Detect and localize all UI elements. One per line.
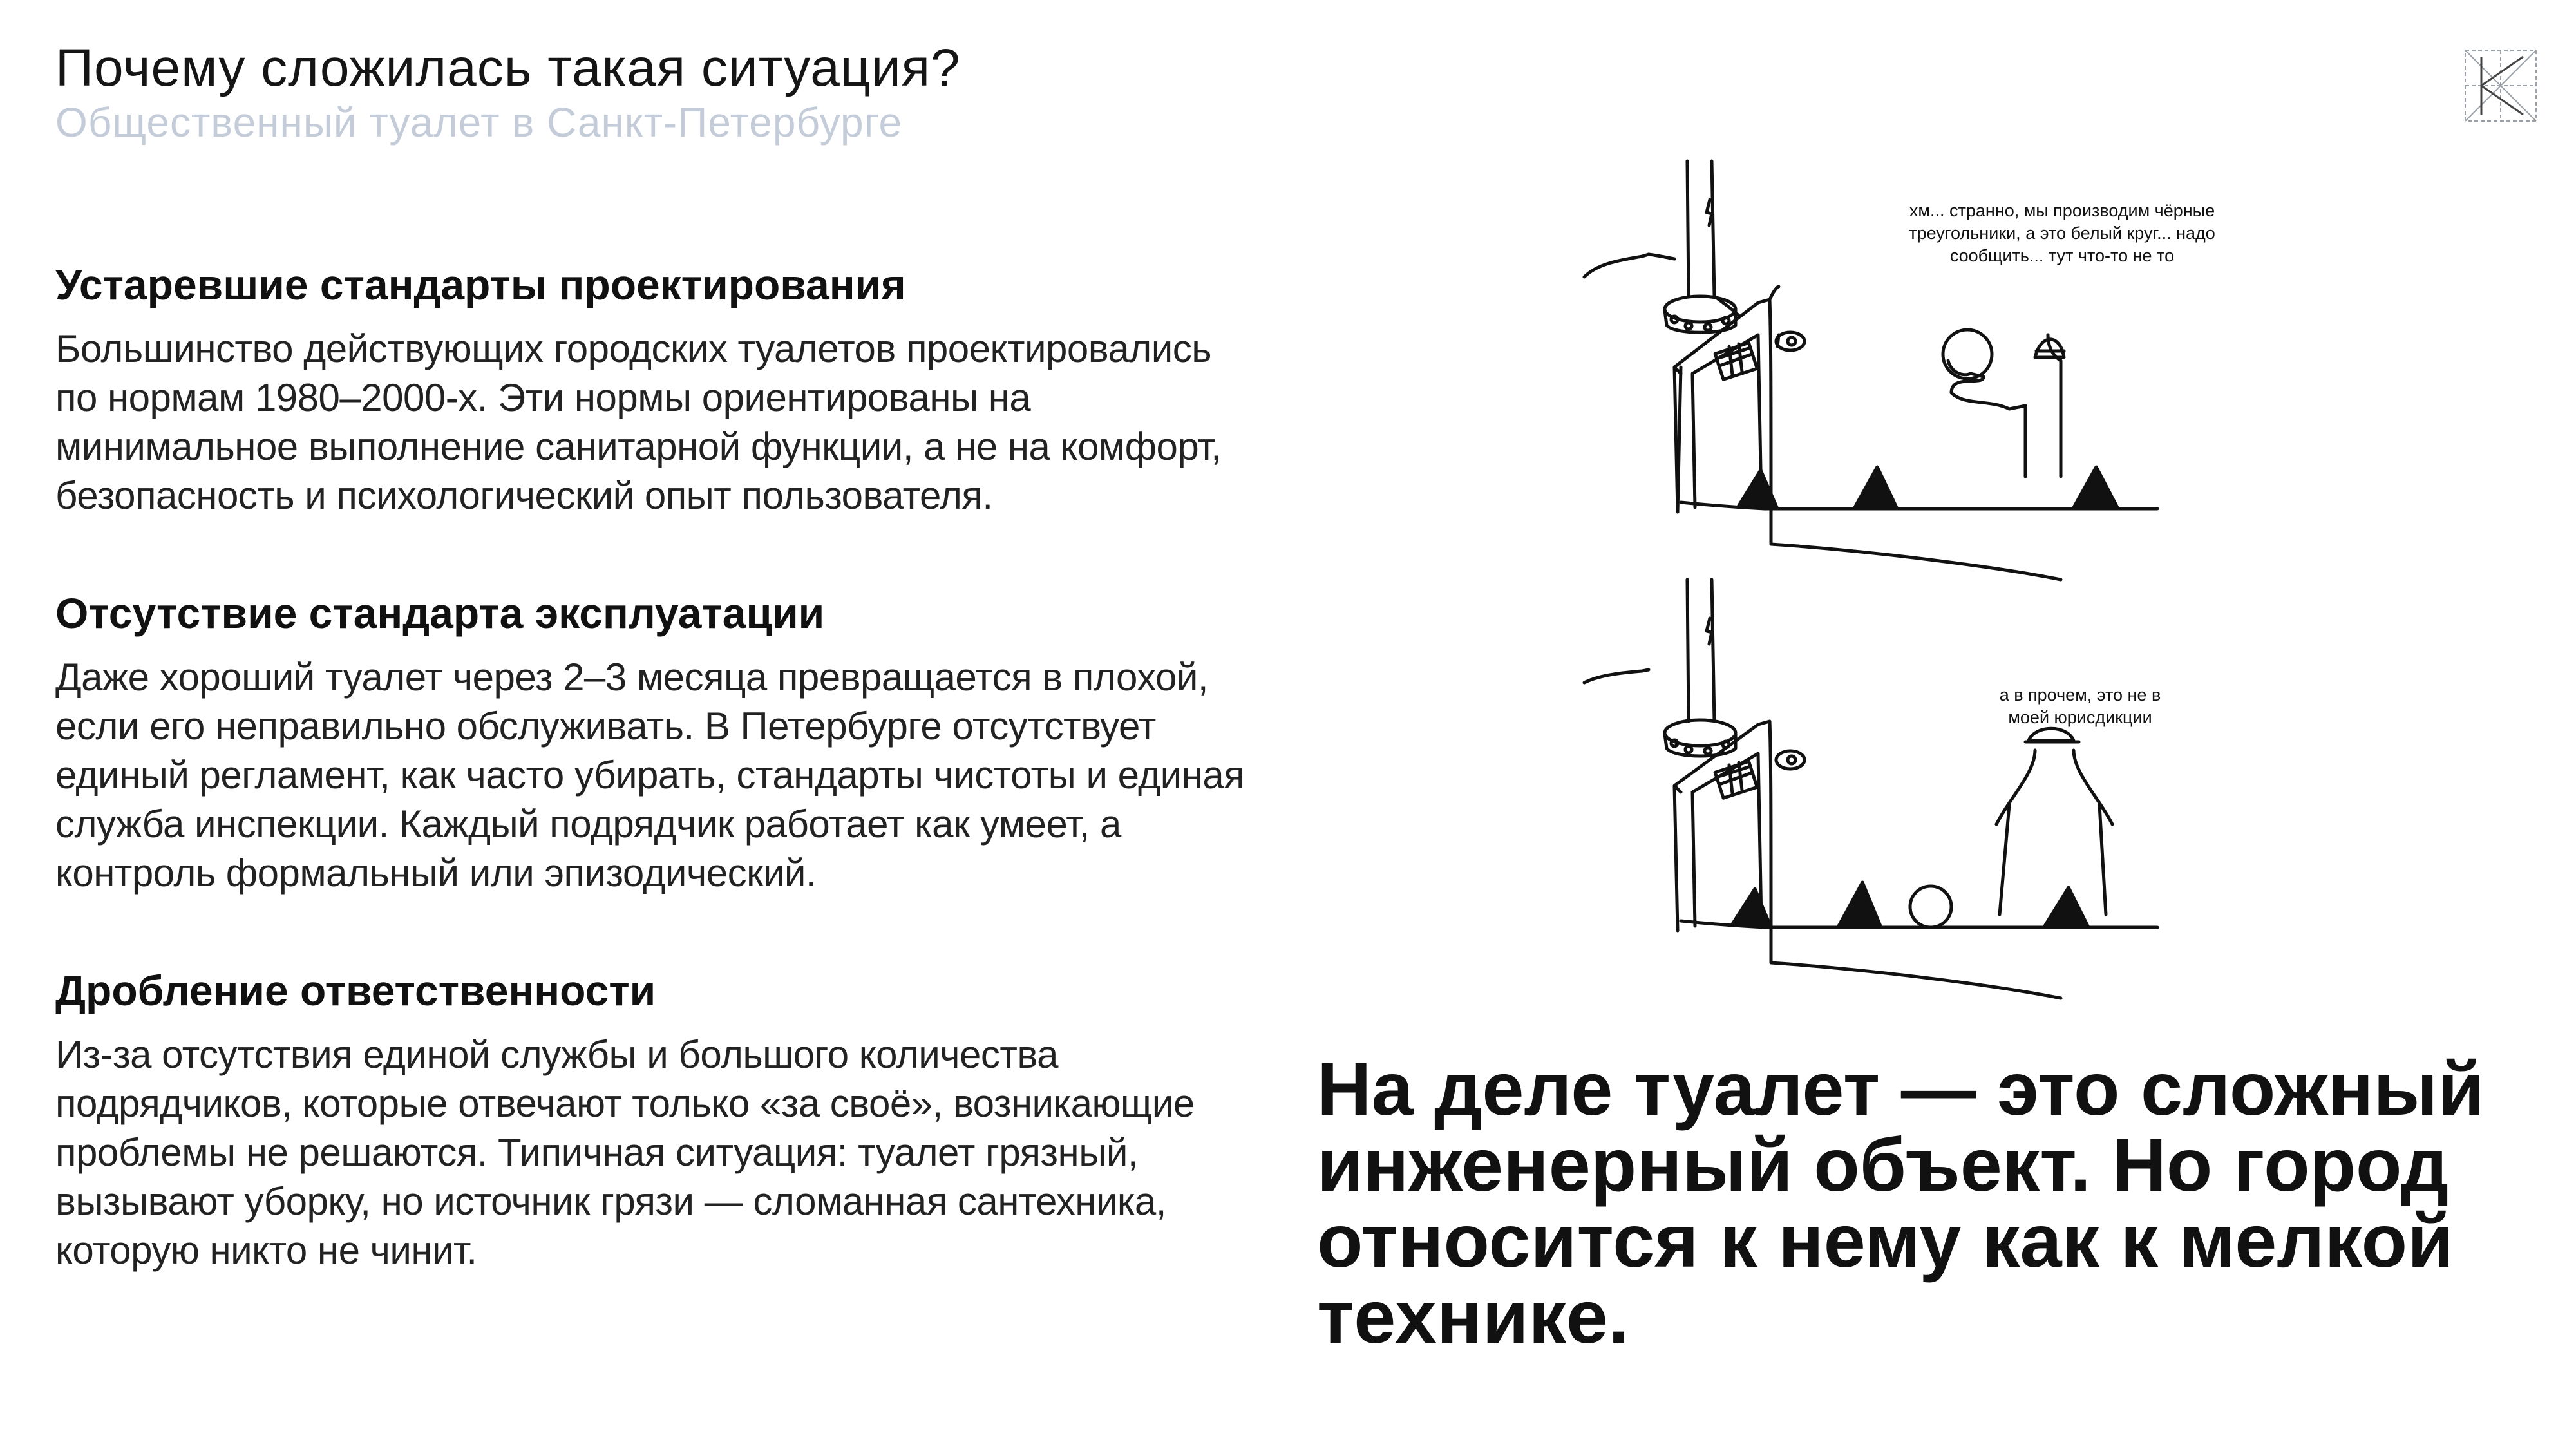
slide-subtitle: Общественный туалет в Санкт-Петербурге <box>55 99 903 146</box>
slide-header <box>55 37 1601 147</box>
key-quote: На деле туалет — это сложный инженерный объект. Но город относится к нему как к мелкой технике. <box>1317 1046 2485 1359</box>
section-body: Из-за отсутствия единой службы и большого количества подрядчиков, которые отвечают только «за своё», возникающие проблемы не решаются. Типичная ситуация: туалет грязный, вызывают уборку, но источник грязи — сломанная сантехника, которую никто не чинит. <box>55 1033 1195 1272</box>
section-heading: Дробление ответственности <box>55 967 656 1014</box>
crossed-square-logo-icon <box>2459 44 2543 128</box>
comic-illustration <box>1546 142 2254 1005</box>
section-body: Даже хороший туалет через 2–3 месяца превращается в плохой, если его неправильно обслуживать. В Петербурге отсутствует единый регламент, как часто убирать, стандарты чистоты и единая служба инспекции. Каждый подрядчик работает как умеет, а контроль формальный или эпизодический. <box>55 656 1245 895</box>
section-body: Большинство действующих городских туалетов проектировались по нормам 1980–2000-х. Эти нормы ориентированы на минимальное выполнение санитарной функции, а не на комфорт, безопасность и психологический опыт пользователя. <box>55 327 1222 517</box>
reason-section <box>55 587 1247 898</box>
section-heading: Отсутствие стандарта эксплуатации <box>55 589 825 637</box>
speech-bubble-2: а в прочем, это не в моей юрисдикции <box>1999 685 2161 727</box>
reason-section <box>55 965 1247 1275</box>
speech-bubble-1: хм... странно, мы производим чёрные треугольники, а это белый круг... надо сообщить... тут что-то не то <box>1909 201 2215 265</box>
slide-title: Почему сложилась такая ситуация? <box>55 39 961 97</box>
section-heading: Устаревшие стандарты проектирования <box>55 261 906 308</box>
reasons-column <box>55 259 1247 1342</box>
comic-panel-2 <box>1584 580 2157 998</box>
reason-section <box>55 259 1247 520</box>
